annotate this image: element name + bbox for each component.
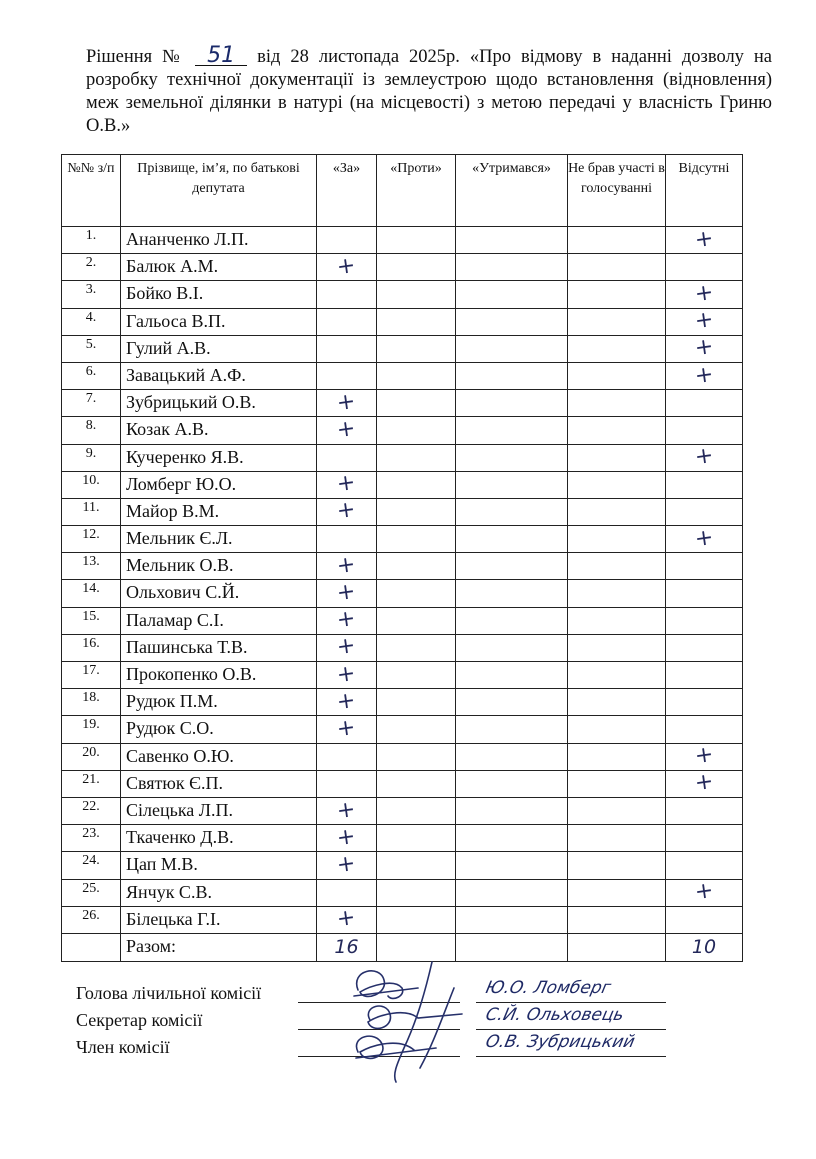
vote-cell-notvoted [568, 879, 666, 906]
table-row [62, 335, 743, 362]
vote-cell-notvoted [568, 634, 666, 661]
total-empty [62, 933, 121, 961]
row-number: 6. [62, 362, 121, 389]
vote-cell-abstained [456, 797, 568, 824]
table-row [62, 879, 743, 906]
vote-mark: + [693, 442, 715, 471]
col-header-name: Прізвище, ім’я, по батькові депутата [121, 155, 317, 227]
row-number: 25. [62, 879, 121, 906]
table-row [62, 580, 743, 607]
vote-cell-absent [666, 444, 743, 471]
table-row [62, 553, 743, 580]
vote-mark: + [335, 796, 358, 824]
handwritten-name: Ю.О. Ломберг [483, 978, 613, 998]
vote-cell-abstained [456, 444, 568, 471]
vote-cell-for [317, 254, 377, 281]
vote-cell-against [377, 227, 456, 254]
row-number: 3. [62, 281, 121, 308]
vote-cell-abstained [456, 689, 568, 716]
decision-title: від 28 листопада 2025р. «Про відмову в наданні дозволу на розробку технічної документації із землеустрою щодо встановлення (відновлення) меж земельної ділянки в натурі (на місцевості) з метою передачі у власність Гриню О.В.» [86, 47, 773, 136]
vote-cell-notvoted [568, 743, 666, 770]
vote-cell-absent [666, 852, 743, 879]
total-absent-cell [666, 933, 743, 961]
row-number: 2. [62, 254, 121, 281]
table-row [62, 281, 743, 308]
deputy-name: Гальоса В.П. [121, 308, 317, 335]
vote-cell-absent [666, 689, 743, 716]
row-number: 7. [62, 390, 121, 417]
row-number: 4. [62, 308, 121, 335]
table-row [62, 825, 743, 852]
row-number: 19. [62, 716, 121, 743]
vote-cell-abstained [456, 770, 568, 797]
vote-cell-abstained [456, 634, 568, 661]
vote-cell-abstained [456, 906, 568, 933]
total-label: Разом: [121, 933, 317, 961]
total-absent: 10 [691, 936, 717, 959]
col-header-absent: Відсутні [666, 155, 743, 227]
vote-mark: + [335, 470, 358, 498]
deputy-name: Бойко В.І. [121, 281, 317, 308]
vote-cell-abstained [456, 825, 568, 852]
table-header-row [62, 155, 743, 227]
name-line [476, 1029, 666, 1030]
vote-cell-abstained [456, 526, 568, 553]
vote-mark: + [335, 606, 358, 634]
vote-cell-against [377, 852, 456, 879]
vote-cell-for [317, 227, 377, 254]
vote-mark: + [335, 850, 358, 879]
vote-cell-notvoted [568, 852, 666, 879]
vote-cell-notvoted [568, 825, 666, 852]
vote-cell-abstained [456, 553, 568, 580]
col-header-not-voted: Не брав участі в голосуванні [568, 155, 666, 227]
deputy-name: Козак А.В. [121, 417, 317, 444]
vote-mark: + [693, 334, 715, 362]
vote-cell-against [377, 580, 456, 607]
vote-cell-absent [666, 281, 743, 308]
vote-cell-for [317, 634, 377, 661]
table-row [62, 743, 743, 770]
name-line [476, 1056, 666, 1057]
vote-cell-notvoted [568, 308, 666, 335]
total-for: 16 [334, 936, 359, 959]
vote-mark: + [693, 361, 715, 389]
vote-cell-against [377, 825, 456, 852]
vote-cell-for [317, 281, 377, 308]
vote-mark: + [693, 225, 715, 253]
vote-cell-absent [666, 308, 743, 335]
vote-cell-for [317, 444, 377, 471]
vote-cell-notvoted [568, 716, 666, 743]
vote-cell-absent [666, 553, 743, 580]
row-number: 21. [62, 770, 121, 797]
vote-cell-abstained [456, 362, 568, 389]
vote-cell-absent [666, 526, 743, 553]
vote-cell-abstained [456, 852, 568, 879]
signature-label: Член комісії [76, 1037, 170, 1057]
vote-cell-absent [666, 227, 743, 254]
row-number: 11. [62, 498, 121, 525]
vote-cell-for [317, 607, 377, 634]
deputy-name: Мельник Є.Л. [121, 526, 317, 553]
vote-cell-absent [666, 335, 743, 362]
vote-mark: + [335, 823, 358, 851]
vote-mark: + [335, 578, 358, 607]
row-number: 5. [62, 335, 121, 362]
vote-cell-for [317, 498, 377, 525]
vote-cell-absent [666, 580, 743, 607]
vote-mark: + [693, 524, 715, 552]
vote-cell-notvoted [568, 553, 666, 580]
handwritten-name: С.Й. Ольховець [483, 1005, 626, 1025]
row-number: 10. [62, 471, 121, 498]
table-row [62, 498, 743, 525]
vote-cell-absent [666, 797, 743, 824]
vote-mark: + [693, 769, 715, 797]
vote-cell-abstained [456, 471, 568, 498]
decision-number: 51 [195, 47, 247, 66]
deputy-name: Ольхович С.Й. [121, 580, 317, 607]
vote-cell-against [377, 716, 456, 743]
vote-cell-abstained [456, 716, 568, 743]
vote-cell-notvoted [568, 254, 666, 281]
row-number: 24. [62, 852, 121, 879]
vote-cell-against [377, 498, 456, 525]
vote-cell-for [317, 716, 377, 743]
decision-prefix: Рішення № [86, 47, 186, 67]
decision-header [86, 43, 773, 138]
vote-cell-abstained [456, 335, 568, 362]
vote-cell-against [377, 444, 456, 471]
deputy-name: Ананченко Л.П. [121, 227, 317, 254]
vote-cell-absent [666, 825, 743, 852]
vote-cell-notvoted [568, 580, 666, 607]
deputy-name: Цап М.В. [121, 852, 317, 879]
vote-cell-abstained [456, 254, 568, 281]
vote-cell-absent [666, 879, 743, 906]
vote-cell-notvoted [568, 607, 666, 634]
deputy-name: Завацький А.Ф. [121, 362, 317, 389]
deputy-name: Ткаченко Д.В. [121, 825, 317, 852]
signature-label: Секретар комісії [76, 1010, 203, 1030]
vote-cell-for [317, 362, 377, 389]
deputy-name: Ломберг Ю.О. [121, 471, 317, 498]
vote-cell-abstained [456, 417, 568, 444]
table-row [62, 390, 743, 417]
vote-cell-abstained [456, 580, 568, 607]
vote-cell-abstained [456, 662, 568, 689]
vote-cell-abstained [456, 227, 568, 254]
vote-cell-abstained [456, 308, 568, 335]
vote-mark: + [693, 306, 715, 335]
handwritten-name: О.В. Зубрицький [483, 1032, 637, 1052]
vote-cell-for [317, 797, 377, 824]
table-row [62, 689, 743, 716]
vote-cell-for [317, 308, 377, 335]
vote-cell-for [317, 879, 377, 906]
vote-cell-against [377, 417, 456, 444]
table-row [62, 797, 743, 824]
row-number: 17. [62, 662, 121, 689]
vote-mark: + [693, 877, 715, 906]
vote-cell-against [377, 335, 456, 362]
row-number: 20. [62, 743, 121, 770]
table-row [62, 444, 743, 471]
vote-cell-against [377, 526, 456, 553]
vote-cell-against [377, 390, 456, 417]
vote-cell-notvoted [568, 335, 666, 362]
vote-cell-against [377, 797, 456, 824]
vote-cell-against [377, 471, 456, 498]
table-row [62, 607, 743, 634]
row-number: 1. [62, 227, 121, 254]
deputy-name: Савенко О.Ю. [121, 743, 317, 770]
col-header-for: «За» [317, 155, 377, 227]
vote-cell-for [317, 553, 377, 580]
row-number: 13. [62, 553, 121, 580]
row-number: 16. [62, 634, 121, 661]
vote-cell-absent [666, 716, 743, 743]
vote-cell-against [377, 662, 456, 689]
deputy-name: Балюк А.М. [121, 254, 317, 281]
vote-cell-against [377, 281, 456, 308]
vote-cell-absent [666, 417, 743, 444]
vote-cell-against [377, 770, 456, 797]
row-number: 9. [62, 444, 121, 471]
vote-cell-for [317, 825, 377, 852]
row-number: 23. [62, 825, 121, 852]
table-row [62, 662, 743, 689]
vote-cell-for [317, 689, 377, 716]
vote-cell-notvoted [568, 498, 666, 525]
deputy-name: Сілецька Л.П. [121, 797, 317, 824]
vote-cell-against [377, 879, 456, 906]
vote-cell-for [317, 471, 377, 498]
signature-label: Голова лічильної комісії [76, 983, 262, 1003]
deputy-name: Рудюк П.М. [121, 689, 317, 716]
vote-cell-for [317, 743, 377, 770]
vote-cell-for [317, 906, 377, 933]
vote-cell-abstained [456, 498, 568, 525]
vote-mark: + [693, 279, 715, 308]
name-line [476, 1002, 666, 1003]
row-number: 26. [62, 906, 121, 933]
deputy-name: Янчук С.В. [121, 879, 317, 906]
table-row [62, 417, 743, 444]
vote-cell-absent [666, 254, 743, 281]
row-number: 12. [62, 526, 121, 553]
vote-cell-for [317, 526, 377, 553]
handwritten-signatures [344, 958, 484, 1088]
vote-cell-notvoted [568, 362, 666, 389]
vote-mark: + [335, 660, 358, 688]
vote-cell-absent [666, 770, 743, 797]
row-number: 15. [62, 607, 121, 634]
deputy-name: Зубрицький О.В. [121, 390, 317, 417]
vote-cell-abstained [456, 281, 568, 308]
vote-cell-notvoted [568, 797, 666, 824]
vote-cell-absent [666, 498, 743, 525]
table-row [62, 526, 743, 553]
table-row [62, 716, 743, 743]
vote-cell-against [377, 308, 456, 335]
vote-cell-for [317, 417, 377, 444]
vote-cell-abstained [456, 743, 568, 770]
deputy-name: Прокопенко О.В. [121, 662, 317, 689]
col-header-abstained: «Утримався» [456, 155, 568, 227]
vote-cell-absent [666, 362, 743, 389]
deputy-name: Пашинська Т.В. [121, 634, 317, 661]
vote-mark: + [335, 905, 358, 933]
vote-cell-notvoted [568, 281, 666, 308]
deputy-name: Білецька Г.І. [121, 906, 317, 933]
table-row [62, 770, 743, 797]
table-row [62, 227, 743, 254]
vote-cell-against [377, 689, 456, 716]
vote-cell-for [317, 852, 377, 879]
row-number: 14. [62, 580, 121, 607]
vote-cell-against [377, 906, 456, 933]
vote-cell-for [317, 662, 377, 689]
vote-cell-notvoted [568, 526, 666, 553]
vote-mark: + [335, 551, 358, 580]
vote-cell-absent [666, 607, 743, 634]
col-header-number: №№ з/п [62, 155, 121, 227]
vote-mark: + [335, 497, 358, 525]
row-number: 18. [62, 689, 121, 716]
vote-cell-absent [666, 662, 743, 689]
vote-mark: + [335, 687, 358, 715]
vote-cell-abstained [456, 390, 568, 417]
vote-cell-notvoted [568, 906, 666, 933]
vote-mark: + [335, 252, 358, 280]
vote-cell-absent [666, 634, 743, 661]
vote-cell-abstained [456, 879, 568, 906]
col-header-against: «Проти» [377, 155, 456, 227]
vote-cell-absent [666, 471, 743, 498]
deputy-name: Рудюк С.О. [121, 716, 317, 743]
vote-cell-absent [666, 743, 743, 770]
vote-mark: + [693, 741, 715, 770]
vote-mark: + [335, 415, 358, 444]
vote-cell-for [317, 770, 377, 797]
vote-cell-notvoted [568, 227, 666, 254]
vote-cell-notvoted [568, 444, 666, 471]
total-notvoted-cell [568, 933, 666, 961]
vote-cell-against [377, 553, 456, 580]
table-row [62, 308, 743, 335]
vote-cell-notvoted [568, 770, 666, 797]
vote-cell-for [317, 580, 377, 607]
vote-mark: + [335, 633, 358, 661]
deputy-name: Гулий А.В. [121, 335, 317, 362]
voting-table [61, 154, 743, 962]
vote-cell-notvoted [568, 662, 666, 689]
table-row [62, 634, 743, 661]
vote-cell-against [377, 254, 456, 281]
deputy-name: Святюк Є.П. [121, 770, 317, 797]
vote-cell-notvoted [568, 390, 666, 417]
deputy-name: Кучеренко Я.В. [121, 444, 317, 471]
table-row [62, 362, 743, 389]
vote-mark: + [335, 388, 358, 416]
deputy-name: Мельник О.В. [121, 553, 317, 580]
vote-cell-notvoted [568, 417, 666, 444]
vote-cell-notvoted [568, 471, 666, 498]
table-row [62, 852, 743, 879]
vote-cell-for [317, 390, 377, 417]
vote-cell-abstained [456, 607, 568, 634]
vote-cell-against [377, 362, 456, 389]
vote-mark: + [335, 714, 358, 743]
vote-cell-against [377, 607, 456, 634]
vote-cell-absent [666, 390, 743, 417]
deputy-name: Майор В.М. [121, 498, 317, 525]
table-row [62, 906, 743, 933]
vote-cell-for [317, 335, 377, 362]
deputy-name: Паламар С.І. [121, 607, 317, 634]
row-number: 22. [62, 797, 121, 824]
table-row [62, 254, 743, 281]
vote-cell-against [377, 634, 456, 661]
vote-cell-against [377, 743, 456, 770]
row-number: 8. [62, 417, 121, 444]
vote-cell-notvoted [568, 689, 666, 716]
table-row [62, 471, 743, 498]
vote-cell-absent [666, 906, 743, 933]
